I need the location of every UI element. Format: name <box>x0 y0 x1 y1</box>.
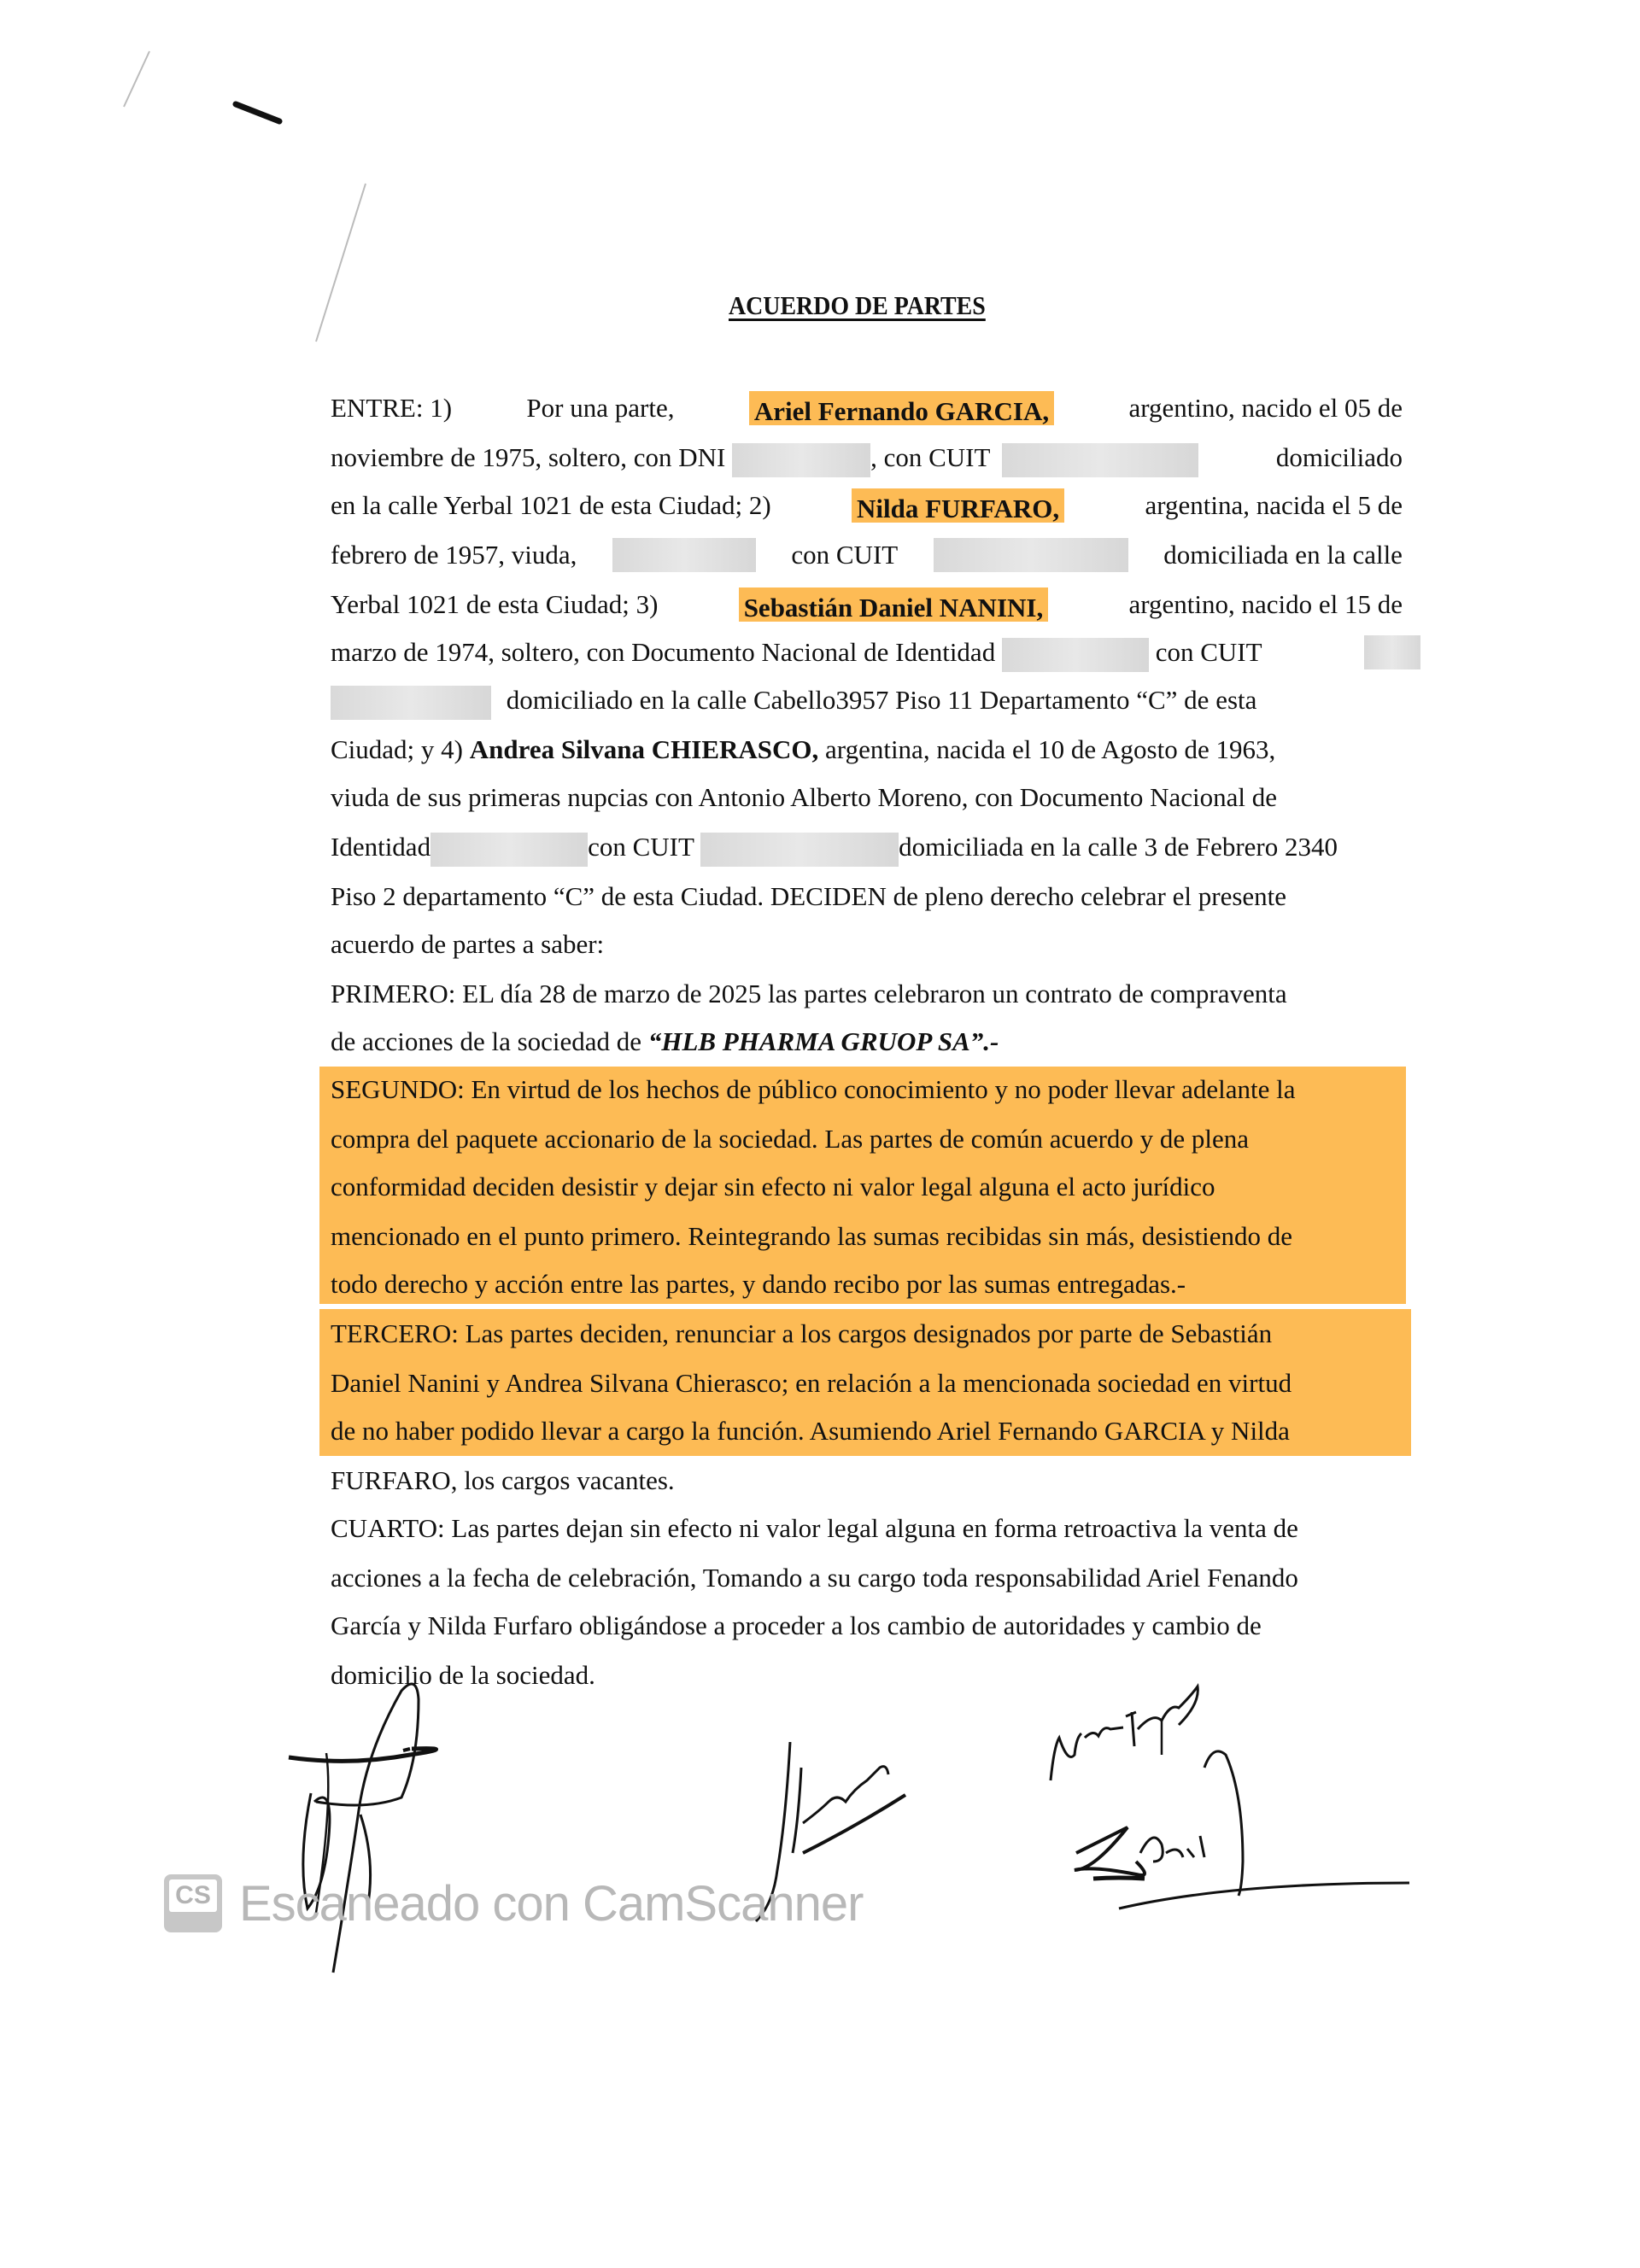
clause-primero: PRIMERO: EL día 28 de marzo de 2025 las partes celebraron un contrato de compraventa <box>331 979 1287 1008</box>
redacted-dni <box>1002 638 1149 672</box>
redacted-dni <box>430 833 588 867</box>
clause-line: Ciudad; y 4) Andrea Silvana CHIERASCO, argentina, nacida el 10 de Agosto de 1963, <box>331 734 1276 764</box>
clause-line: viuda de sus primeras nupcias con Antonio Alberto Moreno, con Documento Nacional de <box>331 782 1277 812</box>
redacted-dni <box>732 443 870 477</box>
clause-line: compra del paquete accionario de la sociedad. Las partes de común acuerdo y de plena <box>331 1124 1250 1154</box>
clause-line: acuerdo de partes a saber: <box>331 929 605 959</box>
clause-line: marzo de 1974, soltero, con Documento Nacional de Identidad con CUIT <box>331 635 1403 669</box>
clause-line: domiciliado en la calle Cabello3957 Piso 11 Departamento “C” de esta <box>331 683 1403 717</box>
redacted-cuit <box>934 538 1128 572</box>
clause-line: conformidad deciden desistir y dejar sin efecto ni valor legal alguna el acto jurídico <box>331 1172 1215 1201</box>
clause-line: Piso 2 departamento “C” de esta Ciudad. DECIDEN de pleno derecho celebrar el presente <box>331 881 1287 911</box>
clause-line: de no haber podido llevar a cargo la función. Asumiendo Ariel Fernando GARCIA y Nilda <box>331 1416 1290 1446</box>
camscanner-logo-icon: CS <box>164 1874 222 1932</box>
party-name-nanini: Sebastián Daniel NANINI, <box>739 587 1049 622</box>
clause-line: febrero de 1957, viuda, con CUIT domiciliada en la calle <box>331 538 1403 572</box>
clause-line: mencionado en el punto primero. Reintegrando las sumas recibidas sin más, desistiendo de <box>331 1221 1293 1251</box>
watermark-text: Escaneado con CamScanner <box>239 1875 864 1932</box>
document-title: ACUERDO DE PARTES <box>729 290 986 320</box>
party-name-furfaro: Nilda FURFARO, <box>852 488 1064 523</box>
camscanner-watermark <box>164 1874 863 1932</box>
clause-line: ENTRE: 1) Por una parte, Ariel Fernando GARCIA, argentino, nacido el 05 de <box>331 393 1403 426</box>
redacted-cuit <box>1002 443 1198 477</box>
redacted-dni <box>612 538 756 572</box>
clause-segundo: SEGUNDO: En virtud de los hechos de público conocimiento y no poder llevar adelante la <box>331 1074 1296 1104</box>
clause-line: FURFARO, los cargos vacantes. <box>331 1465 675 1495</box>
clause-line: domicilio de la sociedad. <box>331 1660 595 1690</box>
redacted-cuit <box>700 833 899 867</box>
party-name-garcia: Ariel Fernando GARCIA, <box>749 391 1054 425</box>
clause-line: de acciones de la sociedad de “HLB PHARMA GRUOP SA”.- <box>331 1026 999 1056</box>
clause-line: Daniel Nanini y Andrea Silvana Chierasco; en relación a la mencionada sociedad en virtud <box>331 1368 1292 1398</box>
party-name-chierasco: Andrea Silvana CHIERASCO, <box>469 734 819 764</box>
clause-line: García y Nilda Furfaro obligándose a proceder a los cambio de autoridades y cambio de <box>331 1610 1262 1640</box>
clause-line: en la calle Yerbal 1021 de esta Ciudad; 2) Nilda FURFARO, argentina, nacida el 5 de <box>331 490 1403 523</box>
clause-line: noviembre de 1975, soltero, con DNI , con CUIT domiciliado <box>331 441 1403 475</box>
company-name: “HLB PHARMA GRUOP SA”.- <box>647 1026 999 1056</box>
clause-line: acciones a la fecha de celebración, Tomando a su cargo toda responsabilidad Ariel Fenando <box>331 1563 1298 1593</box>
signature-chierasco <box>1059 1742 1418 1921</box>
redacted-cuit <box>1364 635 1420 669</box>
signature-garcia <box>282 1665 692 1990</box>
redacted-cuit <box>331 686 491 720</box>
clause-tercero: TERCERO: Las partes deciden, renunciar a los cargos designados por parte de Sebastián <box>331 1318 1273 1348</box>
clause-line: todo derecho y acción entre las partes, y dando recibo por las sumas entregadas.- <box>331 1269 1186 1299</box>
clause-line: Yerbal 1021 de esta Ciudad; 3) Sebastián Daniel NANINI, argentino, nacido el 15 de <box>331 589 1403 623</box>
clause-line: Identidad con CUIT domiciliada en la calle 3 de Febrero 2340 <box>331 830 1403 864</box>
clause-cuarto: CUARTO: Las partes dejan sin efecto ni valor legal alguna en forma retroactiva la venta de <box>331 1513 1298 1543</box>
